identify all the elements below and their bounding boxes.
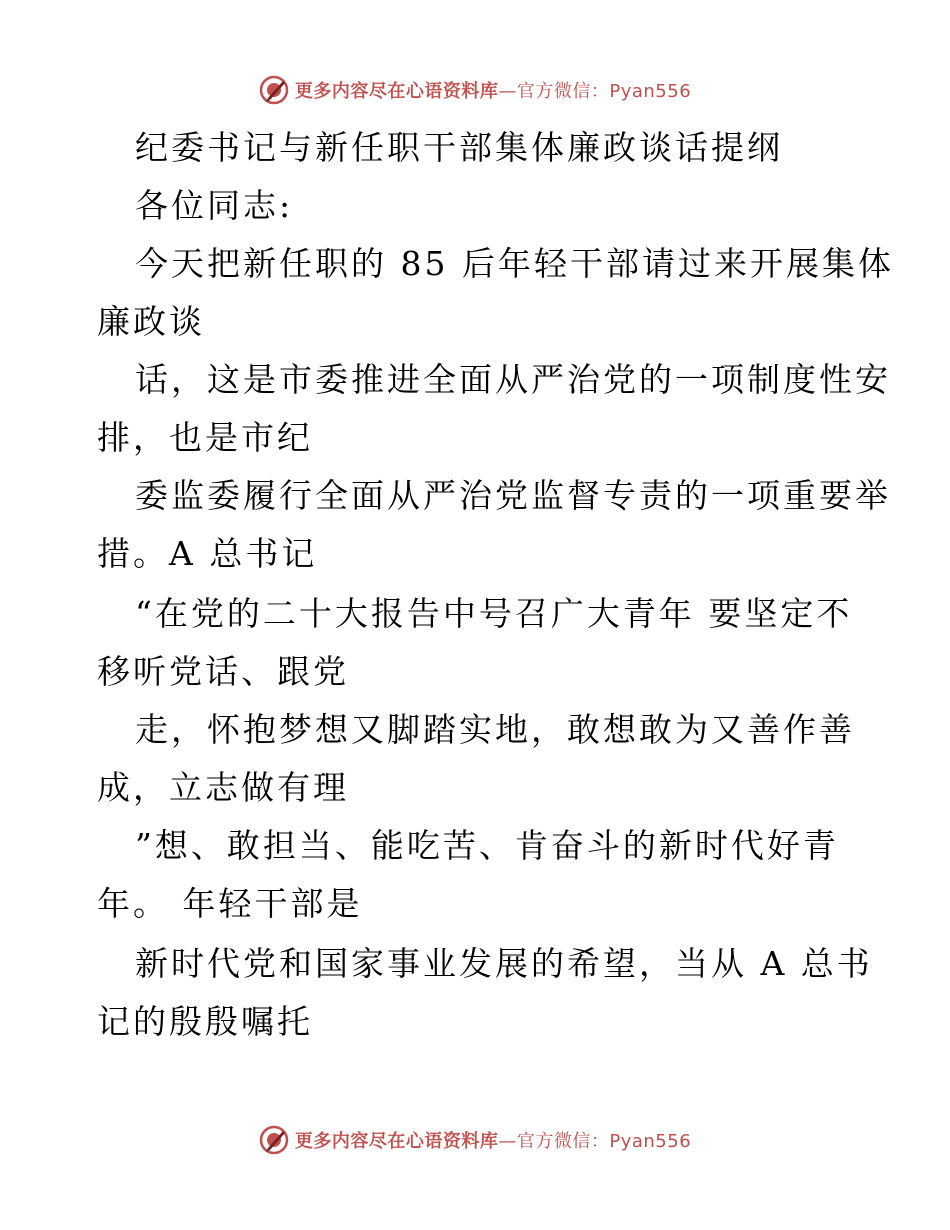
paragraph-line: 新时代党和国家事业发展的希望，当从 A 总书 [135,944,873,983]
footer-watermark [0,1120,950,1160]
salutation: 各位同志: [135,186,294,225]
watermark-wechat: 官方微信：Pyan556 [516,1131,692,1152]
watermark-wechat: 官方微信：Pyan556 [516,81,692,102]
paragraph-line: 委监委履行全面从严治党监督专责的一项重要举 [135,476,891,515]
pen-logo-icon [259,1125,289,1155]
watermark-library-name: 更多内容尽在心语资料库 [294,81,499,102]
paragraph-line: 年。 年轻干部是 [97,884,363,923]
pen-logo-icon [259,75,289,105]
header-watermark [0,70,950,110]
paragraph-line: ”想、敢担当、能吃苦、肯奋斗的新时代好青 [135,826,839,865]
document-title: 纪委书记与新任职干部集体廉政谈话提纲 [135,128,783,167]
paragraph-line: 措。A 总书记 [97,534,318,573]
watermark-dash: — [498,1131,517,1152]
watermark-dash: — [498,81,517,102]
paragraph-line: 今天把新任职的 85 后年轻干部请过来开展集体 [135,244,894,283]
paragraph-line: “在党的二十大报告中号召广大青年 要坚定不 [135,594,853,633]
paragraph-line: 移听党话、跟党 [97,652,349,691]
paragraph-line: 廉政谈 [97,302,205,341]
watermark-library-name: 更多内容尽在心语资料库 [294,1131,499,1152]
paragraph-line: 话，这是市委推进全面从严治党的一项制度性安 [135,360,891,399]
paragraph-line: 记的殷殷嘱托 [97,1002,313,1041]
watermark-text [295,77,691,103]
watermark-text [295,1127,691,1153]
paragraph-line: 成，立志做有理 [97,768,349,807]
paragraph-line: 排，也是市纪 [97,418,313,457]
paragraph-line: 走，怀抱梦想又脚踏实地，敢想敢为又善作善 [135,710,855,749]
